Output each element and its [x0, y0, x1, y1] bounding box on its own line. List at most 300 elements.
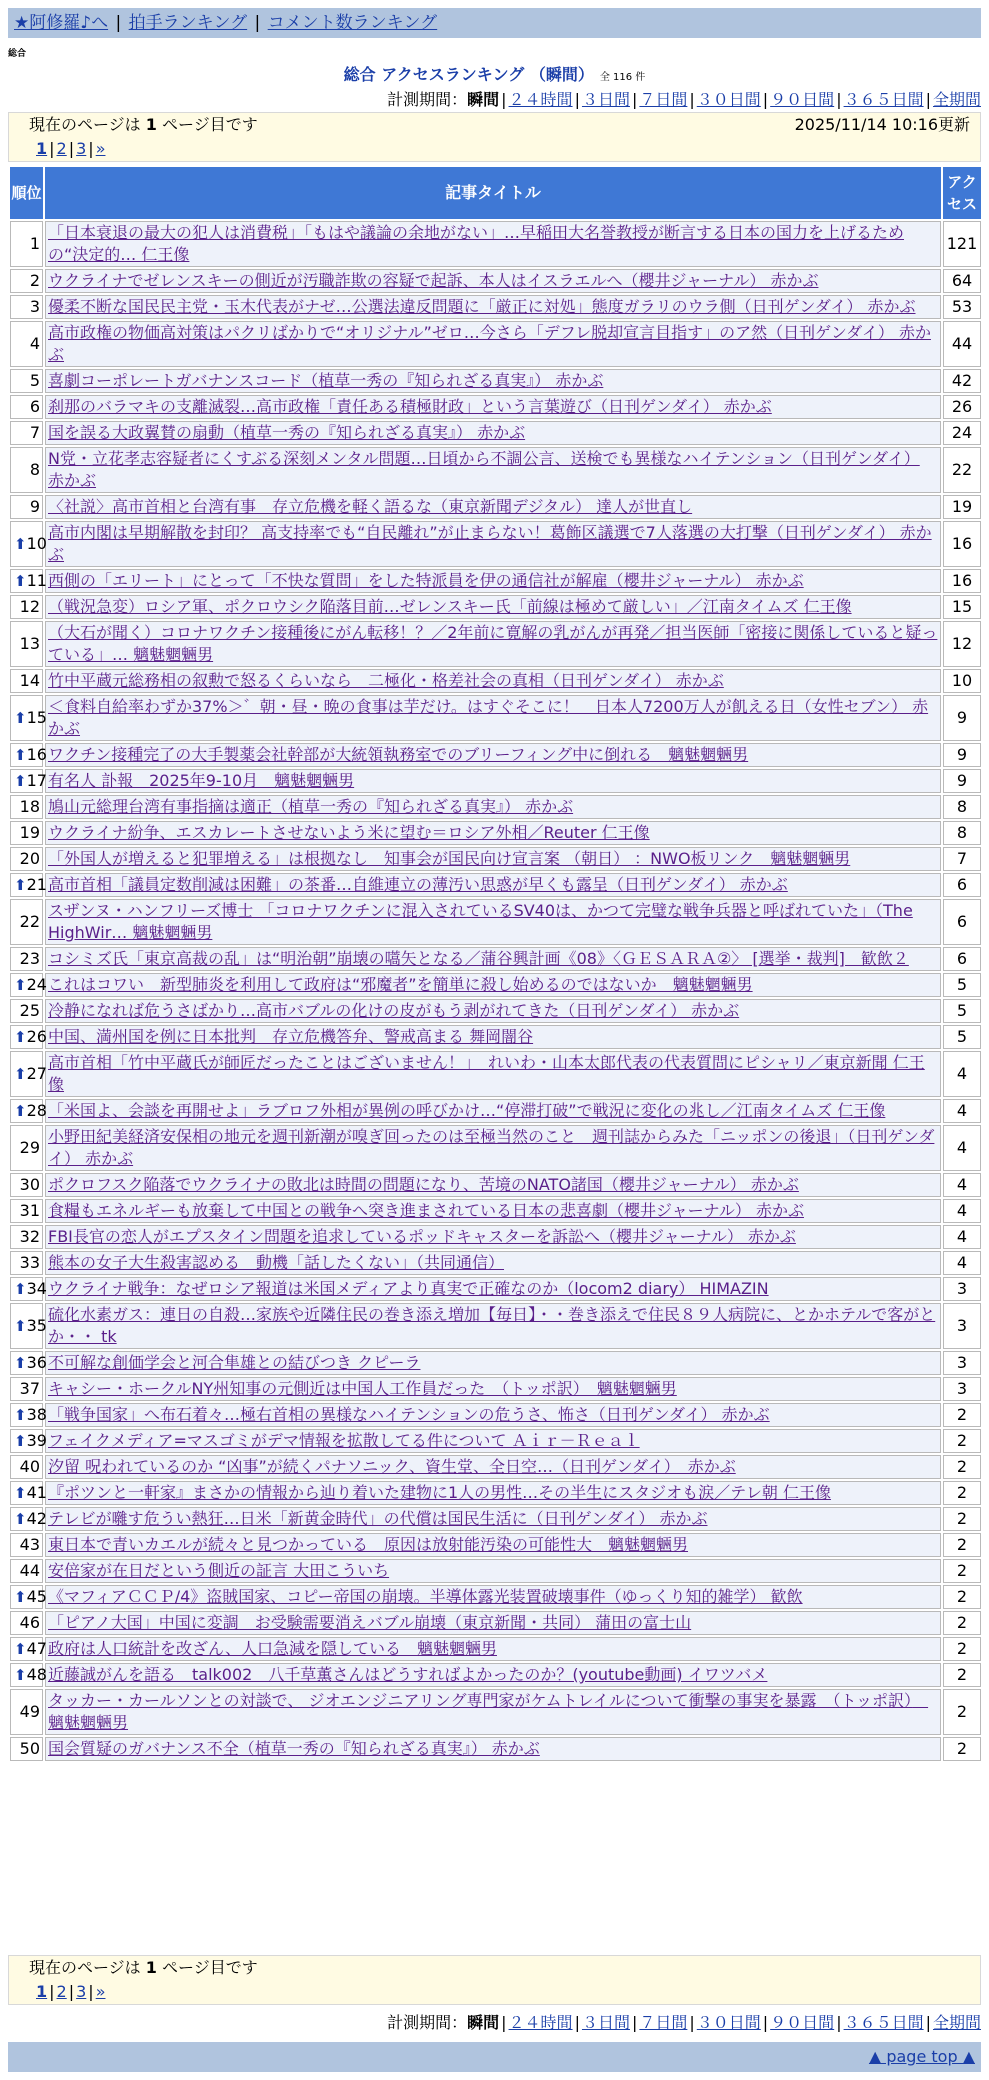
period-option-link[interactable]: ３６５日間 — [843, 90, 924, 109]
access-count: 2 — [943, 1481, 981, 1505]
up-arrow-icon: ⬆ — [14, 772, 27, 790]
rank-cell — [10, 1559, 43, 1583]
rank-number: 39 — [26, 1431, 47, 1450]
period-option-link[interactable]: ２４時間 — [508, 2013, 573, 2032]
access-count: 7 — [943, 847, 981, 871]
pager-separator: | — [88, 139, 94, 158]
up-arrow-icon: ⬆ — [14, 1028, 27, 1046]
table-row — [10, 847, 981, 871]
pager-separator: | — [49, 139, 55, 158]
page-link[interactable]: 2 — [56, 139, 67, 158]
category-label: 総合 — [8, 49, 27, 59]
access-count: 4 — [943, 1173, 981, 1197]
article-title-link[interactable]: 東日本で青いカエルが続々と見つかっている 原因は放射能汚染の可能性大 魑魅魍魎男 — [48, 1535, 689, 1554]
up-arrow-icon: ⬆ — [14, 1354, 27, 1372]
paging-info — [19, 113, 970, 137]
table-row — [10, 1303, 981, 1349]
rank-cell — [10, 899, 43, 945]
article-title-link[interactable]: 『ポツンと一軒家』まさかの情報から辿り着いた建物に1人の男性…その半生にスタジオも涙／テレ朝 仁王像 — [48, 1483, 831, 1502]
period-separator: | — [574, 90, 580, 109]
rank-number: 47 — [26, 1639, 47, 1658]
rank-number: 16 — [26, 745, 47, 764]
rank-number: 22 — [19, 912, 40, 931]
article-title-link[interactable]: ワクチン接種完了の大手製薬会社幹部が大統領執務室でのブリーフィング中に倒れる 魑魅魍魎男 — [48, 745, 749, 764]
rank-number: 46 — [19, 1613, 40, 1632]
period-separator: | — [689, 90, 695, 109]
article-title-link[interactable]: 高市首相「議員定数削減は困難」の茶番…自維連立の薄汚い思惑が早くも露呈（日刊ゲンダイ） 赤かぶ — [48, 875, 788, 894]
ranking-rows — [10, 221, 981, 1761]
rank-number: 9 — [29, 497, 40, 516]
access-count: 5 — [943, 1025, 981, 1049]
rank-cell — [10, 1225, 43, 1249]
article-title-link[interactable]: 国会質疑のガバナンス不全（植草一秀の『知られざる真実』） 赤かぶ — [48, 1739, 540, 1758]
rank-number: 33 — [19, 1253, 40, 1272]
article-title-link[interactable]: 「戦争国家」へ布石着々…極右首相の異様なハイテンションの危うさ、怖さ（日刊ゲンダイ） 赤かぶ — [48, 1405, 770, 1424]
article-title-link[interactable]: 「ピアノ大国」中国に変調 お受験需要消えバブル崩壊（東京新聞・共同） 蒲田の富士山 — [48, 1613, 692, 1632]
table-row — [10, 1507, 981, 1531]
article-title-link[interactable]: スザンヌ・ハンフリーズ博士 「コロナワクチンに混入されているSV40は、かつて完璧な戦争兵器と呼ばれていた」（The HighWir… 魑魅魍魎男 — [48, 901, 913, 942]
title-cell — [45, 1455, 941, 1479]
article-title-link[interactable]: コシミズ氏「東京高裁の乱」は“明治朝”崩壊の嚆矢となる／蒲谷興計画《08》〈ＧＥＳＡＲＡ②〉 [選挙・裁判] 歓飲２ — [48, 949, 909, 968]
title-cell — [45, 873, 941, 897]
page-top-link[interactable]: ▲ page top ▲ — [868, 2047, 975, 2066]
rank-number: 2 — [29, 271, 40, 290]
table-row — [10, 899, 981, 945]
article-title-link[interactable]: 優柔不断な国民民主党・玉木代表がナゼ…公選法違反問題に「厳正に対処」態度ガラリのウラ側（日刊ゲンダイ） 赤かぶ — [48, 297, 916, 316]
rank-cell — [10, 1455, 43, 1479]
access-count: 2 — [943, 1611, 981, 1635]
access-count: 9 — [943, 743, 981, 767]
title-cell — [45, 595, 941, 619]
access-count: 2 — [943, 1455, 981, 1479]
title-cell — [45, 1377, 941, 1401]
period-separator: | — [762, 2013, 769, 2032]
rank-number: 34 — [26, 1279, 47, 1298]
title-cell — [45, 1251, 941, 1275]
title-cell — [45, 973, 941, 997]
title-cell — [45, 1507, 941, 1531]
table-row — [10, 1689, 981, 1735]
article-title-link[interactable]: 国を誤る大政翼賛の扇動（植草一秀の『知られざる真実』） 赤かぶ — [48, 423, 526, 442]
period-separator: | — [501, 2013, 507, 2032]
rank-cell — [10, 1099, 47, 1123]
article-title-link[interactable]: 不可解な創価学会と河合隼雄との結びつき クピーラ — [48, 1353, 421, 1372]
access-count: 22 — [943, 447, 981, 493]
rank-cell — [10, 595, 43, 619]
page-title-text: 総合 アクセスランキング （瞬間） — [343, 65, 594, 84]
table-row — [10, 369, 981, 393]
article-title-link[interactable]: 有名人 訃報 2025年9-10月 魑魅魍魎男 — [48, 771, 355, 790]
rank-number: 15 — [26, 708, 47, 727]
period-current: 瞬間 — [467, 2013, 500, 2032]
paging-info — [19, 1956, 970, 1980]
table-row — [10, 1225, 981, 1249]
rank-cell — [10, 1351, 47, 1375]
table-row — [10, 1277, 981, 1301]
table-header-row — [10, 167, 981, 219]
rank-cell — [10, 795, 43, 819]
period-option-link[interactable]: ３６５日間 — [843, 2013, 924, 2032]
period-current: 瞬間 — [467, 90, 500, 109]
article-title-link[interactable]: 刹那のバラマキの支離滅裂…高市政権「責任ある積極財政」という言葉遊び（日刊ゲンダイ） 赤かぶ — [48, 397, 772, 416]
title-cell — [45, 1225, 941, 1249]
access-count: 42 — [943, 369, 981, 393]
rank-number: 24 — [26, 975, 47, 994]
access-count: 3 — [943, 1303, 981, 1349]
rank-cell — [10, 1173, 43, 1197]
period-selector-top — [387, 87, 981, 110]
access-count: 4 — [943, 1225, 981, 1249]
title-cell — [45, 1125, 941, 1171]
table-row — [10, 1611, 981, 1635]
up-arrow-icon: ⬆ — [14, 535, 27, 553]
title-cell — [45, 421, 941, 445]
access-count: 2 — [943, 1637, 981, 1661]
rank-cell — [10, 669, 43, 693]
title-cell — [45, 847, 941, 871]
rank-cell — [10, 873, 47, 897]
rank-cell — [10, 695, 47, 741]
access-count: 2 — [943, 1403, 981, 1427]
nav-separator: | — [115, 13, 122, 33]
title-cell — [45, 1199, 941, 1223]
access-count: 53 — [943, 295, 981, 319]
rank-cell — [10, 1611, 43, 1635]
title-cell — [45, 369, 941, 393]
rank-cell — [10, 821, 43, 845]
title-cell — [45, 947, 941, 971]
rank-number: 37 — [19, 1379, 40, 1398]
access-count: 24 — [943, 421, 981, 445]
article-title-link[interactable]: キャシー・ホークルNY州知事の元側近は中国人工作員だった （トッポ訳） 魑魅魍魎男 — [48, 1379, 677, 1398]
access-count: 8 — [943, 821, 981, 845]
period-option-link[interactable]: ３０日間 — [696, 90, 761, 109]
next-page-link[interactable]: » — [95, 1982, 106, 2001]
rank-number: 13 — [19, 634, 40, 653]
rank-number: 30 — [19, 1175, 40, 1194]
up-arrow-icon: ⬆ — [14, 976, 27, 994]
table-row — [10, 973, 981, 997]
table-row — [10, 743, 981, 767]
title-cell — [45, 1051, 941, 1097]
table-row — [10, 221, 981, 267]
article-title-link[interactable]: 食糧もエネルギーも放棄して中国との戦争へ突き進まされている日本の悲喜劇（櫻井ジャーナル） 赤かぶ — [48, 1201, 804, 1220]
rank-number: 41 — [26, 1483, 47, 1502]
rank-cell — [10, 1737, 43, 1761]
article-title-link[interactable]: 「米国よ、会談を再開せよ」ラブロフ外相が異例の呼びかけ…“停滞打破”で戦況に変化の兆し／江南タイムズ 仁王像 — [48, 1101, 886, 1120]
table-row — [10, 1663, 981, 1687]
article-title-link[interactable]: 冷静になれば危うさばかり…高市バブルの化けの皮がもう剥がれてきた（日刊ゲンダイ） 赤かぶ — [48, 1001, 740, 1020]
title-cell — [45, 1637, 941, 1661]
title-cell — [45, 495, 941, 519]
title-cell — [45, 1025, 941, 1049]
article-title-link[interactable]: 高市政権の物価高対策はパクリばかりで“オリジナル”ゼロ…今さら「デフレ脱却宣言目指す」のア然（日刊ゲンダイ） 赤かぶ — [48, 323, 931, 364]
rank-cell — [10, 1025, 47, 1049]
period-separator: | — [925, 90, 931, 109]
article-title-link[interactable]: 「外国人が増えると犯罪増える」は根拠なし 知事会が国民向け宣言案 （朝日） ：NWO板リンク 魑魅魍魎男 — [48, 849, 851, 868]
title-cell — [45, 1737, 941, 1761]
up-arrow-icon: ⬆ — [14, 1102, 27, 1120]
rank-number: 42 — [26, 1509, 47, 1528]
article-title-link[interactable]: FBI長官の恋人がエプスタイン問題を追求しているポッドキャスターを訴訟へ（櫻井ジャーナル） 赤かぶ — [48, 1227, 796, 1246]
comment-ranking-link[interactable]: コメント数ランキング — [267, 13, 438, 33]
table-row — [10, 395, 981, 419]
access-count: 2 — [943, 1507, 981, 1531]
title-cell — [45, 1099, 941, 1123]
rank-number: 28 — [26, 1101, 47, 1120]
up-arrow-icon: ⬆ — [14, 1588, 27, 1606]
rank-cell — [10, 1429, 47, 1453]
article-title-link[interactable]: 「日本衰退の最大の犯人は消費税」「もはや議論の余地がない」…早稲田大名誉教授が断言する日本の国力を上げるための“決定的… 仁王像 — [48, 223, 905, 264]
access-count: 64 — [943, 269, 981, 293]
article-title-link[interactable]: 鳩山元総理台湾有事指摘は適正（植草一秀の『知られざる真実』） 赤かぶ — [48, 797, 574, 816]
next-page-link[interactable]: » — [95, 139, 106, 158]
rank-number: 26 — [26, 1027, 47, 1046]
period-option-link[interactable]: ９０日間 — [770, 2013, 835, 2032]
rank-number: 21 — [26, 875, 47, 894]
pager-separator: | — [49, 1982, 55, 2001]
article-title-link[interactable]: 政府は人口統計を改ざん、人口急減を隠している 魑魅魍魎男 — [48, 1639, 497, 1658]
title-cell — [45, 295, 941, 319]
access-count: 2 — [943, 1585, 981, 1609]
pager-top — [19, 137, 970, 161]
title-cell — [45, 569, 941, 593]
page-link: 1 — [36, 139, 48, 158]
rank-cell — [10, 1637, 47, 1661]
pager-separator: | — [68, 1982, 75, 2001]
article-title-link[interactable]: 《マフィアＣＣＰ/4》盗賊国家、コピー帝国の崩壊。半導体露光装置破壊事件（ゆっくり知的雑学） 歓飲 — [48, 1587, 803, 1606]
access-count: 3 — [943, 1377, 981, 1401]
rank-cell — [10, 1585, 47, 1609]
access-count: 26 — [943, 395, 981, 419]
rank-cell — [10, 1689, 43, 1735]
rank-number: 25 — [19, 1001, 40, 1020]
period-option-link[interactable]: ９０日間 — [770, 90, 835, 109]
article-title-link[interactable]: 熊本の女子大生殺害認める 動機「話したくない」（共同通信） — [48, 1253, 505, 1272]
title-cell — [45, 1429, 941, 1453]
title-cell — [45, 669, 941, 693]
title-cell — [45, 321, 941, 367]
table-row — [10, 521, 981, 567]
table-row — [10, 269, 981, 293]
table-row — [10, 1125, 981, 1171]
rank-number: 31 — [19, 1201, 40, 1220]
rank-cell — [10, 743, 47, 767]
title-cell — [45, 899, 941, 945]
rank-number: 8 — [29, 460, 40, 479]
rank-number: 11 — [26, 571, 47, 590]
access-count: 8 — [943, 795, 981, 819]
article-title-link[interactable]: N党・立花孝志容疑者にくすぶる深刻メンタル問題…日頃から不調公言、送検でも異様なハイテンション（日刊ゲンダイ） 赤かぶ — [48, 449, 920, 490]
page-status: 現在のページは 1 ページ目です — [29, 115, 258, 134]
access-count: 9 — [943, 695, 981, 741]
title-cell — [45, 695, 941, 741]
up-arrow-icon: ⬆ — [14, 572, 27, 590]
article-title-link[interactable]: （大石が聞く）コロナワクチン接種後にがん転移！？／2年前に寛解の乳がんが再発／担当医師「密接に関係していると疑っている」… 魑魅魍魎男 — [48, 623, 938, 664]
rank-number: 32 — [19, 1227, 40, 1246]
access-count: 16 — [943, 569, 981, 593]
rank-cell — [10, 999, 43, 1023]
rank-cell — [10, 973, 47, 997]
title-column-header: 記事タイトル — [45, 167, 941, 219]
article-title-link[interactable]: テレビが囃す危うい熱狂…日米「新黄金時代」の代償は国民生活に（日刊ゲンダイ） 赤かぶ — [48, 1509, 708, 1528]
period-separator: | — [836, 90, 842, 109]
page-link[interactable]: 2 — [56, 1982, 67, 2001]
period-separator: | — [501, 90, 507, 109]
rank-number: 40 — [19, 1457, 40, 1476]
rank-number: 7 — [29, 423, 40, 442]
rank-number: 43 — [19, 1535, 40, 1554]
table-row — [10, 873, 981, 897]
article-title-link[interactable]: 高市首相「竹中平蔵氏が師匠だったことはございません！」 れいわ・山本太郎代表の代表質問にピシャリ／東京新聞 仁王像 — [48, 1053, 925, 1094]
title-cell — [45, 1351, 941, 1375]
period-option-link[interactable]: ２４時間 — [508, 90, 573, 109]
page-link[interactable]: 3 — [76, 1982, 87, 2001]
period-selector-bottom — [387, 2010, 981, 2033]
table-row — [10, 1481, 981, 1505]
period-option-link[interactable]: 全期間 — [932, 90, 981, 109]
top-nav-bar — [8, 8, 981, 38]
article-title-link[interactable]: タッカー・カールソンとの対談で、 ジオエンジニアリング専門家がケムトレイルについて衝撃の事実を暴露 （トッポ訳） 魑魅魍魎男 — [48, 1691, 929, 1732]
rank-cell — [10, 421, 43, 445]
period-option-link[interactable]: ３日間 — [581, 90, 630, 109]
rank-cell — [10, 1663, 47, 1687]
access-count: 9 — [943, 769, 981, 793]
table-row — [10, 1051, 981, 1097]
table-row — [10, 1637, 981, 1661]
rank-cell — [10, 1125, 43, 1171]
rank-number: 23 — [19, 949, 40, 968]
rank-cell — [10, 1481, 47, 1505]
article-title-link[interactable]: 汐留 呪われているのか “凶事”が続くパナソニック、資生堂、全日空…（日刊ゲンダイ） 赤かぶ — [48, 1457, 736, 1476]
home-link[interactable]: ★阿修羅♪へ — [14, 13, 109, 33]
title-cell — [45, 1303, 941, 1349]
rank-number: 5 — [29, 371, 40, 390]
ranking-table — [8, 165, 983, 1763]
rank-cell — [10, 221, 43, 267]
rank-number: 50 — [19, 1739, 40, 1758]
period-option-link[interactable]: ３０日間 — [696, 2013, 761, 2032]
period-option-link[interactable]: ７日間 — [639, 90, 688, 109]
table-row — [10, 295, 981, 319]
title-cell — [45, 1533, 941, 1557]
period-option-link[interactable]: ７日間 — [639, 2013, 688, 2032]
up-arrow-icon: ⬆ — [14, 1317, 27, 1335]
table-row — [10, 1173, 981, 1197]
article-title-link[interactable]: 安倍家が在日だという側近の証言 大田こういち — [48, 1561, 390, 1580]
article-title-link[interactable]: 中国、満州国を例に日本批判 存立危機答弁、警戒高まる 舞岡闇谷 — [48, 1027, 534, 1046]
article-title-link[interactable]: ポクロフスク陥落でウクライナの敗北は時間の問題になり、苦境のNATO諸国（櫻井ジャーナル） 赤かぶ — [48, 1175, 799, 1194]
article-title-link[interactable]: フェイクメディア=マスゴミがデマ情報を拡散してる件について Ａｉｒ－Ｒｅａｌ — [48, 1431, 640, 1450]
pager-separator: | — [88, 1982, 94, 2001]
pager-bottom — [19, 1980, 970, 2004]
article-title-link[interactable]: （戦況急変）ロシア軍、ポクロウシク陥落目前…ゼレンスキー氏「前線は極めて厳しい」／江南タイムズ 仁王像 — [48, 597, 852, 616]
title-cell — [45, 821, 941, 845]
rank-number: 19 — [19, 823, 40, 842]
article-title-link[interactable]: 喜劇コーポレートガバナンスコード（植草一秀の『知られざる真実』） 赤かぶ — [48, 371, 604, 390]
title-cell — [45, 999, 941, 1023]
article-title-link[interactable]: 近藤誠がんを語る talk002 八千草薫さんはどうすればよかったのか？(youtube動画) イワツバメ — [48, 1665, 768, 1684]
table-row — [10, 321, 981, 367]
article-title-link[interactable]: ウクライナでゼレンスキーの側近が汚職詐欺の容疑で起訴、本人はイスラエルへ（櫻井ジャーナル） 赤かぶ — [48, 271, 819, 290]
table-row — [10, 1377, 981, 1401]
article-title-link[interactable]: 竹中平蔵元総務相の叙勲で怒るくらいなら 二極化・格差社会の真相（日刊ゲンダイ） 赤かぶ — [48, 671, 724, 690]
table-row — [10, 1403, 981, 1427]
rank-cell — [10, 1507, 47, 1531]
page-link[interactable]: 3 — [76, 139, 87, 158]
access-count: 2 — [943, 1689, 981, 1735]
access-count: 3 — [943, 1277, 981, 1301]
title-cell — [45, 521, 941, 567]
table-row — [10, 495, 981, 519]
rank-number: 18 — [19, 797, 40, 816]
up-arrow-icon: ⬆ — [14, 1640, 27, 1658]
access-count: 4 — [943, 1251, 981, 1275]
article-title-link[interactable]: これはコワい 新型肺炎を利用して政府は“邪魔者”を簡単に殺し始めるのではないか 魑魅魍魎男 — [48, 975, 753, 994]
access-count: 44 — [943, 321, 981, 367]
rank-cell — [10, 621, 43, 667]
rank-cell — [10, 269, 43, 293]
table-row — [10, 999, 981, 1023]
pager-separator: | — [68, 139, 75, 158]
access-count: 16 — [943, 521, 981, 567]
title-cell — [45, 1585, 941, 1609]
rank-cell — [10, 847, 43, 871]
title-cell — [45, 1481, 941, 1505]
access-count: 5 — [943, 973, 981, 997]
paging-box-top — [8, 112, 981, 162]
period-separator: | — [836, 2013, 842, 2032]
title-cell — [45, 1663, 941, 1687]
article-title-link[interactable]: 西側の「エリート」にとって「不快な質問」をした特派員を伊の通信社が解雇（櫻井ジャーナル） 赤かぶ — [48, 571, 804, 590]
article-title-link[interactable]: ウクライナ戦争：なぜロシア報道は米国メディアより真実で正確なのか（locom2 diary） HIMAZIN — [48, 1279, 769, 1298]
article-title-link[interactable]: ＜食料自給率わずか37%＞゛朝・昼・晩の食事は芋だけ。はすぐそこに！ 日本人7200万人が飢える日（女性セブン） 赤かぶ — [48, 697, 929, 738]
up-arrow-icon: ⬆ — [14, 1280, 27, 1298]
up-arrow-icon: ⬆ — [14, 709, 27, 727]
up-arrow-icon: ⬆ — [14, 746, 27, 764]
rank-cell — [10, 1303, 47, 1349]
table-row — [10, 1737, 981, 1761]
rank-number: 6 — [29, 397, 40, 416]
article-title-link[interactable]: ウクライナ紛争、エスカレートさせないよう米に望む＝ロシア外相／Reuter 仁王像 — [48, 823, 650, 842]
period-option-link[interactable]: ３日間 — [581, 2013, 630, 2032]
total-count: 全 116 件 — [599, 72, 646, 83]
table-row — [10, 669, 981, 693]
table-row — [10, 595, 981, 619]
access-count: 19 — [943, 495, 981, 519]
access-count: 2 — [943, 1737, 981, 1761]
article-title-link[interactable]: 高市内閣は早期解散を封印？ 高支持率でも“自民離れ”が止まらない！葛飾区議選で7人落選の大打撃（日刊ゲンダイ） 赤かぶ — [48, 523, 932, 564]
applause-ranking-link[interactable]: 拍手ランキング — [128, 13, 248, 33]
rank-number: 29 — [19, 1138, 40, 1157]
rank-cell — [10, 1251, 43, 1275]
rank-cell — [10, 1403, 47, 1427]
rank-cell — [10, 321, 43, 367]
article-title-link[interactable]: 〈社説〉高市首相と台湾有事 存立危機を軽く語るな（東京新聞デジタル） 達人が世直し — [48, 497, 693, 516]
access-count: 6 — [943, 873, 981, 897]
table-row — [10, 1559, 981, 1583]
updated-timestamp: 2025/11/14 10:16更新 — [794, 115, 970, 134]
rank-cell — [10, 1051, 47, 1097]
article-title-link[interactable]: 小野田紀美経済安保相の地元を週刊新潮が嗅ぎ回ったのは至極当然のこと 週刊誌からみた「ニッポンの後退」（日刊ゲンダイ） 赤かぶ — [48, 1127, 935, 1168]
bottom-nav-bar — [8, 2042, 981, 2072]
period-label: 計測期間： — [387, 2013, 468, 2032]
period-option-link[interactable]: 全期間 — [932, 2013, 981, 2032]
rank-number: 35 — [26, 1316, 47, 1335]
up-arrow-icon: ⬆ — [14, 876, 27, 894]
table-row — [10, 447, 981, 493]
article-title-link[interactable]: 硫化水素ガス：連日の自殺…家族や近隣住民の巻き添え増加【毎日】・・巻き添えで住民８９人病院に、とかホテルで客がとか・・ tk — [48, 1305, 936, 1346]
